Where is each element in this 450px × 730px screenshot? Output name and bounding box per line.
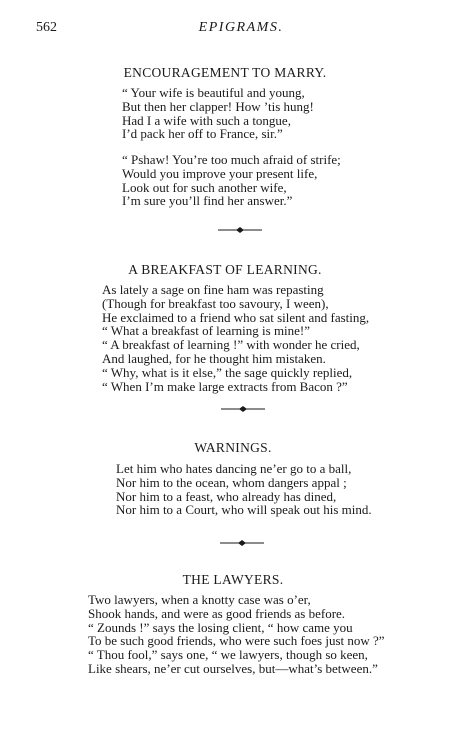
verse-line: Would you improve your present life,: [122, 165, 318, 181]
verse-line: Had I a wife with such a tongue,: [122, 112, 291, 128]
poem-breakfast-stanza: [102, 283, 369, 393]
poem-warnings-stanza: [116, 462, 372, 517]
verse-line: Two lawyers, when a knotty case was o’er,: [88, 592, 311, 607]
section-divider: [220, 540, 264, 546]
verse-line: “ Why, what is it else,” the sage quickly replied,: [102, 364, 353, 380]
running-title: EPIGRAMS.: [198, 20, 284, 35]
verse-line: But then her clapper! How ’tis hung!: [122, 98, 314, 114]
verse-line: I’m sure you’ll find her answer.”: [122, 193, 293, 209]
verse-line: Like shears, ne’er cut ourselves, but—what’s between.”: [88, 660, 378, 676]
verse-line: Nor him to the ocean, whom dangers appal ;: [116, 474, 347, 490]
verse-line: “ Your wife is beautiful and young,: [122, 85, 305, 100]
verse-line: “ When I’m make large extracts from Bacon ?”: [102, 378, 348, 394]
section-divider: [218, 227, 262, 233]
verse-line: Let him who hates dancing ne’er go to a ball,: [116, 461, 352, 476]
verse-line: Shook hands, and were as good friends as before.: [88, 605, 346, 621]
verse-line: “ Thou fool,” says one, “ we lawyers, though so keen,: [88, 647, 368, 663]
section-divider: [221, 406, 265, 412]
poem-title-warnings: WARNINGS.: [194, 440, 272, 455]
verse-line: I’d pack her off to France, sir.”: [122, 126, 283, 142]
verse-line: As lately a sage on fine ham was repasting: [102, 282, 324, 297]
verse-line: “ Zounds !” says the losing client, “ how came you: [88, 619, 353, 635]
verse-line: He exclaimed to a friend who sat silent and fasting,: [102, 309, 370, 325]
poem-encouragement-stanza-1: [122, 86, 314, 141]
verse-line: “ Pshaw! You’re too much afraid of strife;: [122, 152, 341, 167]
verse-line: Nor him to a Court, who will speak out his mind.: [116, 502, 372, 518]
poem-lawyers-stanza: [88, 593, 385, 676]
verse-line: To be such good friends, who were such foes just now ?”: [88, 633, 385, 649]
poem-title-breakfast: A BREAKFAST OF LEARNING.: [128, 262, 322, 277]
verse-line: “ A breakfast of learning !” with wonder he cried,: [102, 337, 360, 353]
verse-line: (Though for breakfast too savoury, I ween),: [102, 295, 329, 311]
verse-line: Look out for such another wife,: [122, 179, 287, 195]
verse-line: Nor him to a feast, who already has dined,: [116, 488, 337, 504]
poem-title-encouragement: ENCOURAGEMENT TO MARRY.: [123, 65, 327, 80]
page-number: 562: [36, 20, 57, 35]
poem-encouragement-stanza-2: [122, 153, 341, 208]
verse-line: And laughed, for he thought him mistaken.: [102, 350, 326, 366]
verse-line: “ What a breakfast of learning is mine!”: [102, 323, 311, 339]
poem-title-lawyers: THE LAWYERS.: [182, 572, 284, 587]
running-head: [36, 20, 426, 40]
